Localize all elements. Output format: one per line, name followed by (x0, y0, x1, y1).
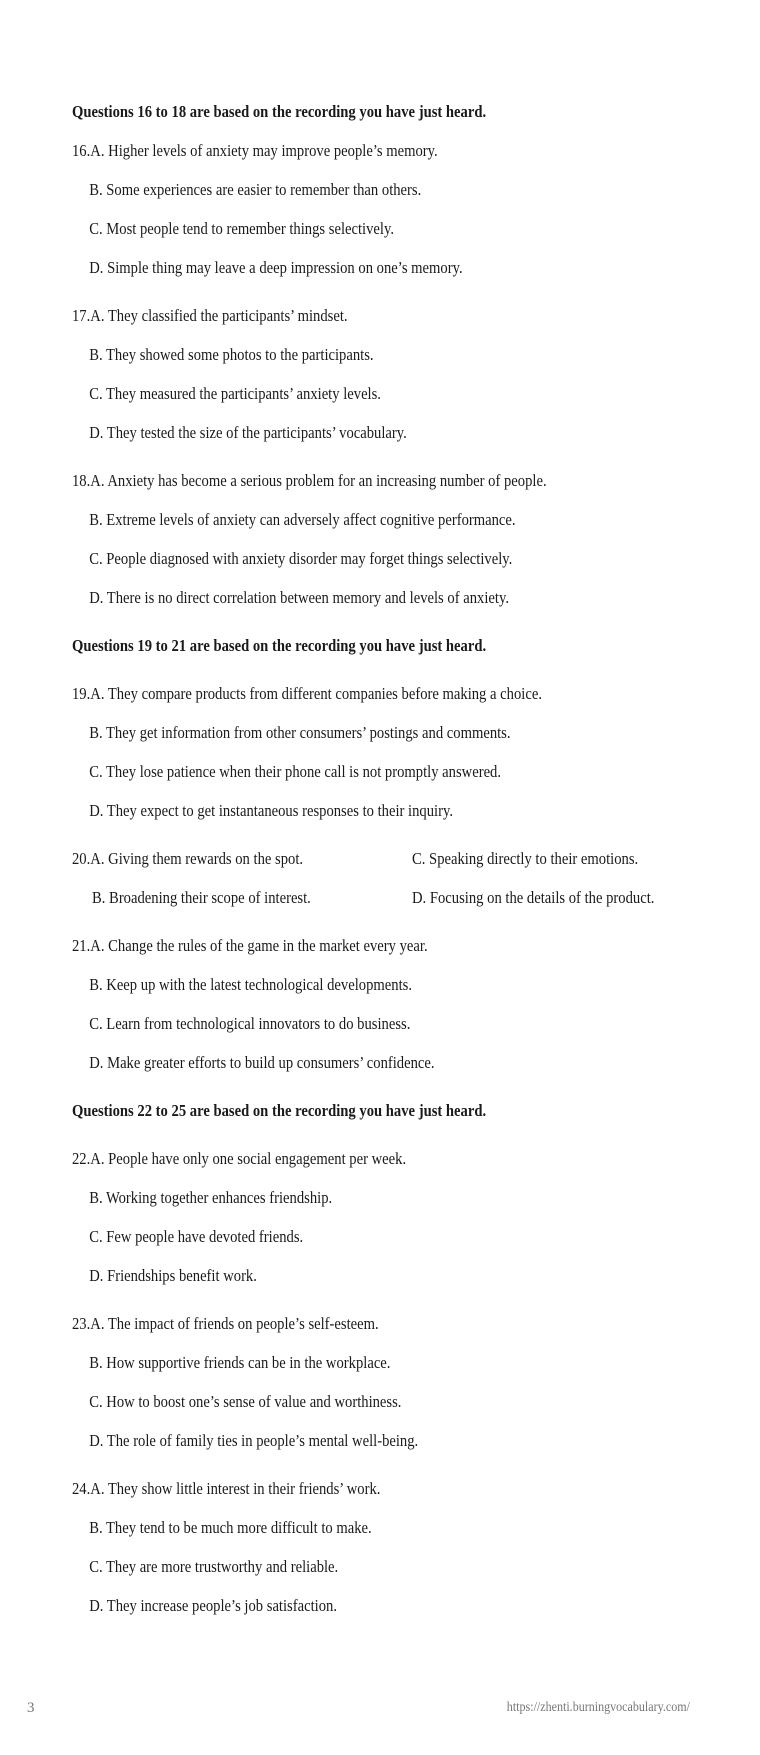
option-b: B. Broadening their scope of interest. (92, 888, 311, 907)
option-c: C. Few people have devoted friends. (89, 1227, 304, 1246)
question-24 (72, 1477, 712, 1618)
option-c: C. Speaking directly to their emotions. (412, 849, 639, 868)
option-b: B. They showed some photos to the participants. (89, 345, 374, 364)
option-b: B. They get information from other consumers’ postings and comments. (89, 723, 511, 742)
option-d: D. There is no direct correlation between memory and levels of anxiety. (89, 588, 509, 607)
question-number: 21. (72, 936, 91, 955)
question-17 (72, 304, 712, 445)
question-16 (72, 139, 712, 280)
option-d: D. Simple thing may leave a deep impression on one’s memory. (89, 258, 463, 277)
question-22 (72, 1147, 712, 1288)
option-a: A. They compare products from different companies before making a choice. (90, 684, 542, 703)
option-b: B. How supportive friends can be in the workplace. (89, 1353, 391, 1372)
option-a: A. People have only one social engagement per week. (90, 1149, 407, 1168)
page-number: 3 (27, 1700, 35, 1716)
question-23 (72, 1312, 712, 1453)
question-number: 19. (72, 684, 91, 703)
question-number: 22. (72, 1149, 91, 1168)
question-number: 16. (72, 141, 91, 160)
question-number: 17. (72, 306, 91, 325)
question-18 (72, 469, 712, 610)
option-b: B. Some experiences are easier to remember than others. (89, 180, 422, 199)
exam-page (72, 100, 712, 1618)
section-heading: Questions 22 to 25 are based on the recording you have just heard. (72, 1101, 487, 1120)
question-19 (72, 682, 712, 823)
option-d: D. They expect to get instantaneous responses to their inquiry. (89, 801, 454, 820)
option-a: A. Higher levels of anxiety may improve people’s memory. (90, 141, 438, 160)
option-b: B. They tend to be much more difficult to make. (89, 1518, 372, 1537)
option-c: C. They lose patience when their phone call is not promptly answered. (89, 762, 502, 781)
question-20 (72, 847, 712, 910)
option-d: D. Make greater efforts to build up consumers’ confidence. (89, 1053, 435, 1072)
option-d: D. The role of family ties in people’s mental well-being. (89, 1431, 419, 1450)
option-d: D. They tested the size of the participants’ vocabulary. (89, 423, 407, 442)
question-number: 23. (72, 1314, 91, 1333)
option-a: A. They show little interest in their friends’ work. (90, 1479, 381, 1498)
option-c: C. How to boost one’s sense of value and worthiness. (89, 1392, 402, 1411)
question-number: 24. (72, 1479, 91, 1498)
source-url[interactable]: https://zhenti.burningvocabulary.com/ (506, 1700, 690, 1715)
section-heading: Questions 19 to 21 are based on the recording you have just heard. (72, 636, 487, 655)
option-a: A. The impact of friends on people’s self-esteem. (90, 1314, 379, 1333)
option-b: B. Keep up with the latest technological developments. (89, 975, 412, 994)
option-c: C. They measured the participants’ anxiety levels. (89, 384, 381, 403)
option-a: A. They classified the participants’ mindset. (90, 306, 348, 325)
option-a: A. Change the rules of the game in the market every year. (90, 936, 428, 955)
option-c: C. People diagnosed with anxiety disorder may forget things selectively. (89, 549, 513, 568)
question-21 (72, 934, 712, 1075)
option-d: D. Focusing on the details of the product. (412, 888, 655, 907)
option-c: C. Learn from technological innovators to do business. (89, 1014, 411, 1033)
question-number: 20. (72, 849, 91, 868)
option-a: A. Anxiety has become a serious problem for an increasing number of people. (90, 471, 547, 490)
option-a: A. Giving them rewards on the spot. (90, 849, 304, 868)
option-b: B. Working together enhances friendship. (89, 1188, 333, 1207)
option-d: D. They increase people’s job satisfaction. (89, 1596, 338, 1615)
option-b: B. Extreme levels of anxiety can adversely affect cognitive performance. (89, 510, 516, 529)
option-c: C. Most people tend to remember things selectively. (89, 219, 394, 238)
section-heading: Questions 16 to 18 are based on the recording you have just heard. (72, 102, 487, 121)
option-d: D. Friendships benefit work. (89, 1266, 257, 1285)
option-c: C. They are more trustworthy and reliable. (89, 1557, 339, 1576)
question-number: 18. (72, 471, 91, 490)
